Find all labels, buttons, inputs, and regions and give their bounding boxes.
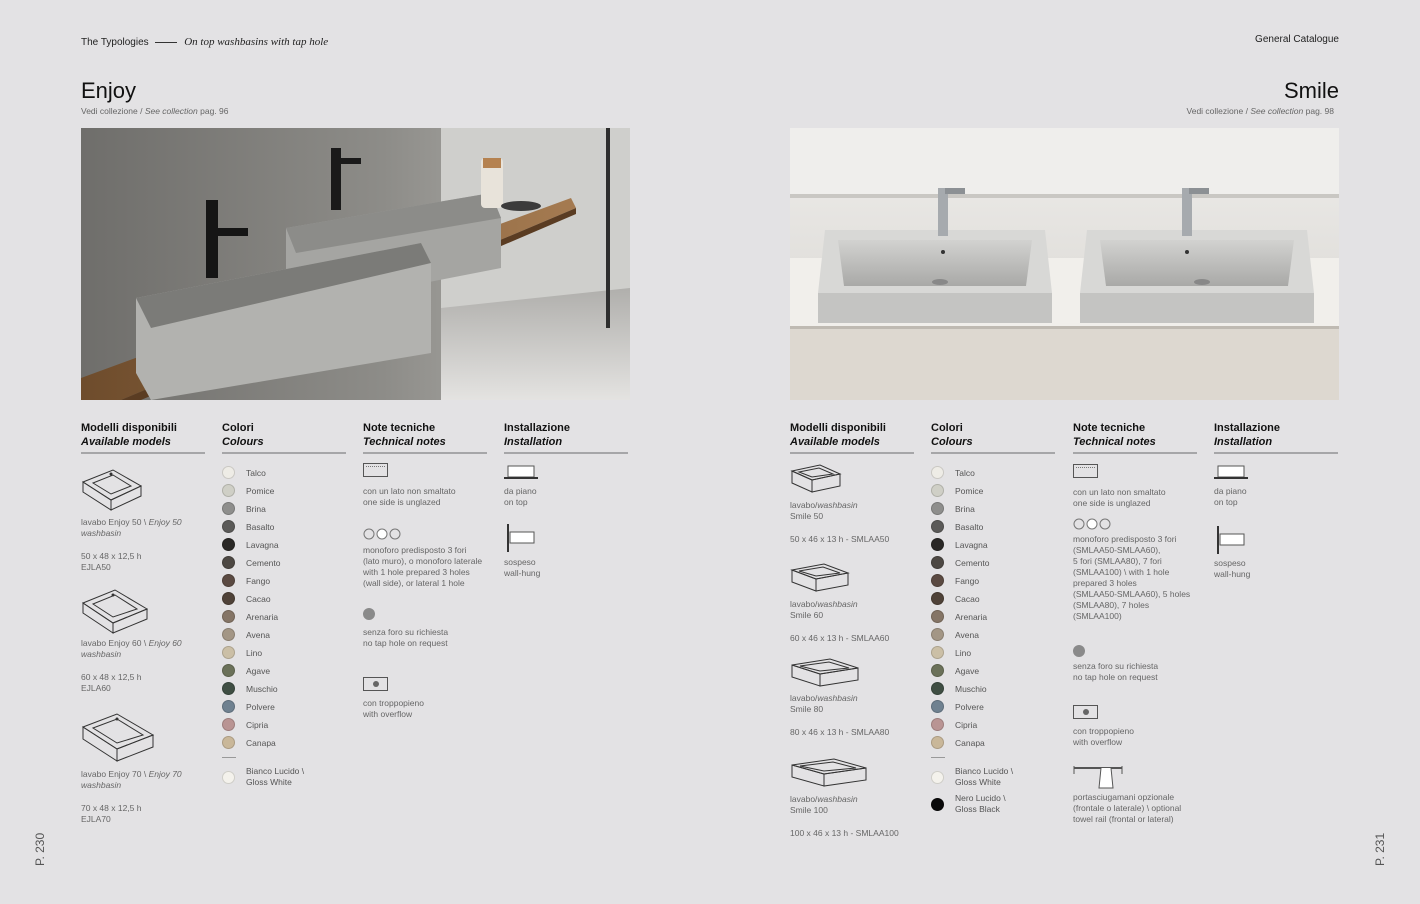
smile-note-towel-rail: portasciugamani opzionale (frontale o laterale) \ optional towel rail (frontal or lateral) bbox=[1073, 792, 1182, 824]
enjoy-models-header bbox=[81, 421, 205, 454]
colour-swatch-talco bbox=[222, 466, 266, 479]
header-it: Note tecniche bbox=[363, 422, 436, 434]
washbasin-icon bbox=[790, 658, 860, 690]
enjoy-model-70-name bbox=[81, 769, 191, 791]
swatch-dot bbox=[222, 466, 235, 479]
see-prefix: Vedi collezione / bbox=[1186, 106, 1248, 116]
washbasin-icon bbox=[790, 563, 850, 595]
enjoy-model-60-name bbox=[81, 638, 211, 660]
section-subtitle: On top washbasins with tap hole bbox=[184, 36, 329, 48]
colour-name: Polvere bbox=[246, 701, 275, 712]
smile-model-80-dims: 80 x 46 x 13 h - SMLAA80 bbox=[790, 727, 890, 737]
smile-see-collection[interactable] bbox=[1187, 106, 1334, 116]
colour-swatch-brina bbox=[931, 502, 975, 515]
enjoy-model-60-dims: 60 x 48 x 12,5 h bbox=[81, 672, 142, 682]
smile-model-100-dims: 100 x 46 x 13 h - SMLAA100 bbox=[790, 828, 899, 838]
unglazed-side-icon bbox=[1073, 464, 1098, 478]
model-name-ital: washbasin bbox=[817, 599, 858, 609]
model-sub: Smile 80 bbox=[790, 704, 824, 714]
swatch-dot bbox=[222, 646, 235, 659]
smile-notes-header bbox=[1073, 421, 1197, 454]
catalogue-label: General Catalogue bbox=[1255, 34, 1339, 45]
colour-name: Agave bbox=[246, 665, 271, 676]
enjoy-title: Enjoy bbox=[81, 78, 137, 103]
colour-name: Basalto bbox=[955, 521, 984, 532]
swatch-dot bbox=[222, 574, 235, 587]
smile-note-unglazed: con un lato non smaltato one side is unglazed bbox=[1073, 487, 1166, 508]
colour-name: Polvere bbox=[955, 701, 984, 712]
colour-swatch-arenaria bbox=[931, 610, 987, 623]
swatch-dot bbox=[222, 502, 235, 515]
smile-note-no-tap-hole: senza foro su richiesta no tap hole on request bbox=[1073, 661, 1159, 682]
colour-swatch-polvere bbox=[931, 700, 984, 713]
no-tap-hole-icon bbox=[1073, 645, 1085, 657]
colour-name: Cipria bbox=[955, 719, 978, 730]
swatch-dot bbox=[222, 556, 235, 569]
enjoy-model-50-dims: 50 x 48 x 12,5 h bbox=[81, 551, 142, 561]
smile-model-60 bbox=[790, 563, 850, 600]
enjoy-model-70-dims: 70 x 48 x 12,5 h bbox=[81, 803, 142, 813]
on-top-install-icon bbox=[1214, 464, 1250, 485]
colour-swatch-muschio bbox=[931, 682, 987, 695]
model-name-ital: washbasin bbox=[817, 693, 858, 703]
colour-name: Avena bbox=[955, 629, 979, 640]
colour-name: Basalto bbox=[246, 521, 275, 532]
smile-model-50-name bbox=[790, 500, 858, 522]
swatch-dot bbox=[222, 628, 235, 641]
model-name: lavabo Enjoy 50 \ bbox=[81, 517, 149, 527]
header-it: Note tecniche bbox=[1073, 422, 1146, 434]
colour-swatch-talco bbox=[931, 466, 975, 479]
smile-gloss-white bbox=[931, 766, 1013, 788]
enjoy-model-70 bbox=[81, 711, 155, 770]
colour-swatch-avena bbox=[931, 628, 979, 641]
model-name-ital: washbasin bbox=[817, 500, 858, 510]
header-section bbox=[81, 36, 328, 48]
colour-swatch-basalto bbox=[222, 520, 274, 533]
model-name-ital: Enjoy 50 washbasin bbox=[81, 517, 182, 538]
enjoy-model-50-code: EJLA50 bbox=[81, 562, 111, 572]
header-en: Available models bbox=[790, 436, 880, 448]
colour-swatch-cemento bbox=[931, 556, 990, 569]
on-top-install-icon bbox=[504, 464, 540, 485]
colour-name: Cacao bbox=[955, 593, 980, 604]
enjoy-note-no-tap-hole: senza foro su richiesta no tap hole on request bbox=[363, 627, 449, 648]
header-en: Installation bbox=[1214, 436, 1273, 448]
model-name: lavabo Enjoy 60 \ bbox=[81, 638, 149, 648]
swatch-dot bbox=[931, 771, 944, 784]
smile-model-80-name bbox=[790, 693, 858, 715]
swatch-dot bbox=[222, 610, 235, 623]
model-name: lavabo Enjoy 70 \ bbox=[81, 769, 149, 779]
colour-name: Lavagna bbox=[246, 539, 279, 550]
colour-swatch-lino bbox=[931, 646, 971, 659]
see-prefix: Vedi collezione / bbox=[81, 106, 143, 116]
smile-model-100-name bbox=[790, 794, 858, 816]
washbasin-icon bbox=[81, 711, 155, 765]
colour-name: Canapa bbox=[246, 737, 276, 748]
enjoy-photo bbox=[81, 128, 630, 400]
header-en: Technical notes bbox=[363, 436, 446, 448]
see-ital: See collection bbox=[144, 106, 198, 116]
header-it: Modelli disponibili bbox=[790, 422, 886, 434]
header-it: Installazione bbox=[1214, 422, 1281, 434]
swatch-dot bbox=[222, 700, 235, 713]
colour-name: Cacao bbox=[246, 593, 271, 604]
colour-swatch-brina bbox=[222, 502, 266, 515]
colour-name: Muschio bbox=[246, 683, 278, 694]
section-label: The Typologies bbox=[81, 37, 149, 48]
swatch-dot bbox=[931, 592, 944, 605]
colour-swatch-avena bbox=[222, 628, 270, 641]
colour-name: Cemento bbox=[246, 557, 281, 568]
swatch-dot bbox=[931, 664, 944, 677]
colour-name: Cipria bbox=[246, 719, 269, 730]
smile-note-overflow: con troppopieno with overflow bbox=[1073, 726, 1134, 747]
swatch-dot bbox=[931, 700, 944, 713]
see-ital: See collection bbox=[1250, 106, 1304, 116]
colour-swatch-cipria bbox=[931, 718, 977, 731]
smile-install-on-top: da piano on top bbox=[1214, 486, 1247, 507]
header-it: Installazione bbox=[504, 422, 571, 434]
wall-hung-install-icon bbox=[1214, 524, 1250, 561]
enjoy-gloss-white bbox=[222, 766, 304, 788]
colour-swatch-fango bbox=[222, 574, 270, 587]
colour-swatch-polvere bbox=[222, 700, 275, 713]
enjoy-colours-header bbox=[222, 421, 346, 454]
colour-name: Brina bbox=[955, 503, 975, 514]
colour-name: Arenaria bbox=[246, 611, 279, 622]
smile-gloss-black bbox=[931, 793, 1006, 815]
swatch-dot bbox=[931, 718, 944, 731]
colour-swatch-agave bbox=[222, 664, 270, 677]
page-number-left: P. 230 bbox=[33, 832, 47, 866]
colour-name: Avena bbox=[246, 629, 270, 640]
model-name: lavabo/ bbox=[790, 693, 818, 703]
colour-divider bbox=[931, 757, 945, 758]
washbasin-icon bbox=[81, 466, 143, 514]
colour-name: Talco bbox=[246, 467, 266, 478]
enjoy-note-overflow: con troppopieno with overflow bbox=[363, 698, 424, 719]
model-sub: Smile 100 bbox=[790, 805, 828, 815]
model-name: lavabo/ bbox=[790, 599, 818, 609]
smile-model-50-dims: 50 x 46 x 13 h - SMLAA50 bbox=[790, 534, 890, 544]
swatch-dot bbox=[931, 484, 944, 497]
washbasin-icon bbox=[81, 587, 149, 637]
swatch-dot bbox=[931, 682, 944, 695]
swatch-dot bbox=[931, 610, 944, 623]
colour-name: Fango bbox=[955, 575, 980, 586]
model-name: lavabo/ bbox=[790, 794, 818, 804]
colour-swatch-cacao bbox=[222, 592, 271, 605]
colour-swatch-lino bbox=[222, 646, 262, 659]
enjoy-install-header bbox=[504, 421, 628, 454]
enjoy-notes-header bbox=[363, 421, 487, 454]
enjoy-model-60 bbox=[81, 587, 149, 642]
colour-swatch-arenaria bbox=[222, 610, 278, 623]
swatch-dot bbox=[931, 574, 944, 587]
header-en: Installation bbox=[504, 436, 563, 448]
smile-model-80 bbox=[790, 658, 860, 695]
colour-swatch-lavagna bbox=[931, 538, 988, 551]
swatch-dot bbox=[222, 682, 235, 695]
colour-swatch-pomice bbox=[222, 484, 274, 497]
page-number-right: P. 231 bbox=[1373, 832, 1387, 866]
colour-divider bbox=[222, 757, 236, 758]
no-tap-hole-icon bbox=[363, 608, 375, 620]
swatch-dot bbox=[931, 736, 944, 749]
enjoy-model-70-code: EJLA70 bbox=[81, 814, 111, 824]
colour-name: Brina bbox=[246, 503, 266, 514]
header-en: Available models bbox=[81, 436, 171, 448]
colour-name: Lino bbox=[955, 647, 972, 658]
enjoy-model-60-code: EJLA60 bbox=[81, 683, 111, 693]
swatch-dot bbox=[931, 466, 944, 479]
swatch-dot bbox=[222, 771, 235, 784]
unglazed-side-icon bbox=[363, 463, 388, 477]
header-it: Colori bbox=[931, 422, 963, 434]
swatch-dot bbox=[931, 646, 944, 659]
header-en: Colours bbox=[931, 436, 973, 448]
smile-install-wall-hung: sospeso wall-hung bbox=[1214, 558, 1251, 579]
smile-model-100 bbox=[790, 758, 868, 795]
colour-name: Talco bbox=[955, 467, 975, 478]
smile-model-60-dims: 60 x 46 x 13 h - SMLAA60 bbox=[790, 633, 890, 643]
smile-model-60-name bbox=[790, 599, 858, 621]
swatch-dot bbox=[222, 592, 235, 605]
colour-name: Canapa bbox=[955, 737, 985, 748]
washbasin-icon bbox=[790, 758, 868, 790]
swatch-dot bbox=[222, 538, 235, 551]
colour-name: Cemento bbox=[955, 557, 990, 568]
colour-swatch-cacao bbox=[931, 592, 980, 605]
swatch-dot bbox=[931, 538, 944, 551]
swatch-dot bbox=[222, 718, 235, 731]
smile-colours-header bbox=[931, 421, 1055, 454]
colour-swatch-fango bbox=[931, 574, 979, 587]
colour-swatch-muschio bbox=[222, 682, 278, 695]
smile-model-50 bbox=[790, 464, 842, 501]
colour-name: Pomice bbox=[246, 485, 275, 496]
model-sub: Smile 50 bbox=[790, 511, 824, 521]
swatch-dot bbox=[931, 798, 944, 811]
wall-hung-install-icon bbox=[504, 522, 540, 559]
colour-swatch-canapa bbox=[222, 736, 276, 749]
header-it: Colori bbox=[222, 422, 254, 434]
colour-name: Agave bbox=[955, 665, 980, 676]
swatch-dot bbox=[931, 502, 944, 515]
colour-name: Bianco Lucido \ Gloss White bbox=[246, 766, 305, 787]
swatch-dot bbox=[222, 484, 235, 497]
colour-name: Bianco Lucido \ Gloss White bbox=[955, 766, 1014, 787]
colour-swatch-basalto bbox=[931, 520, 983, 533]
swatch-dot bbox=[931, 520, 944, 533]
overflow-icon bbox=[363, 677, 388, 691]
see-page: pag. 96 bbox=[200, 106, 229, 116]
enjoy-note-tap-holes: monoforo predisposto 3 fori (lato muro), o monoforo laterale with 1 hole prepared 3 holes (wall side), or lateral 1 hole bbox=[363, 545, 483, 588]
colour-name: Lavagna bbox=[955, 539, 988, 550]
model-name: lavabo/ bbox=[790, 500, 818, 510]
colour-swatch-agave bbox=[931, 664, 979, 677]
colour-swatch-pomice bbox=[931, 484, 983, 497]
swatch-dot bbox=[931, 628, 944, 641]
model-name-ital: Enjoy 70 washbasin bbox=[81, 769, 182, 790]
colour-name: Muschio bbox=[955, 683, 987, 694]
colour-name: Arenaria bbox=[955, 611, 988, 622]
tap-holes-icon bbox=[363, 527, 403, 545]
header-dash bbox=[155, 42, 177, 43]
swatch-dot bbox=[222, 736, 235, 749]
colour-name: Pomice bbox=[955, 485, 984, 496]
model-sub: Smile 60 bbox=[790, 610, 824, 620]
swatch-dot bbox=[222, 664, 235, 677]
colour-swatch-cipria bbox=[222, 718, 268, 731]
swatch-dot bbox=[222, 520, 235, 533]
enjoy-model-50 bbox=[81, 466, 143, 519]
enjoy-note-unglazed: con un lato non smaltato one side is unglazed bbox=[363, 486, 456, 507]
header-en: Colours bbox=[222, 436, 264, 448]
smile-photo bbox=[790, 128, 1339, 400]
smile-note-tap-holes: monoforo predisposto 3 fori (SMLAA50-SMLAA60), 5 fori (SMLAA80), 7 fori (SMLAA100) \ with 1 hole prepared 3 holes (SMLAA50-SMLAA60), 5 holes (SMLAA80), 7 holes (SMLAA100) bbox=[1073, 534, 1191, 621]
enjoy-install-on-top: da piano on top bbox=[504, 486, 537, 507]
overflow-icon bbox=[1073, 705, 1098, 719]
smile-title: Smile bbox=[1283, 78, 1339, 103]
model-name-ital: Enjoy 60 washbasin bbox=[81, 638, 182, 659]
colour-swatch-canapa bbox=[931, 736, 985, 749]
see-page: pag. 98 bbox=[1305, 106, 1334, 116]
colour-swatch-lavagna bbox=[222, 538, 279, 551]
tap-holes-icon bbox=[1073, 517, 1113, 535]
enjoy-model-50-name bbox=[81, 517, 211, 539]
enjoy-install-wall-hung: sospeso wall-hung bbox=[504, 557, 541, 578]
smile-models-header bbox=[790, 421, 914, 454]
swatch-dot bbox=[931, 556, 944, 569]
model-name-ital: washbasin bbox=[817, 794, 858, 804]
colour-name: Nero Lucido \ Gloss Black bbox=[955, 793, 1006, 814]
smile-install-header bbox=[1214, 421, 1338, 454]
colour-name: Lino bbox=[246, 647, 263, 658]
washbasin-icon bbox=[790, 464, 842, 496]
enjoy-see-collection[interactable] bbox=[81, 106, 228, 116]
header-it: Modelli disponibili bbox=[81, 422, 177, 434]
header-en: Technical notes bbox=[1073, 436, 1156, 448]
colour-swatch-cemento bbox=[222, 556, 281, 569]
colour-name: Fango bbox=[246, 575, 271, 586]
